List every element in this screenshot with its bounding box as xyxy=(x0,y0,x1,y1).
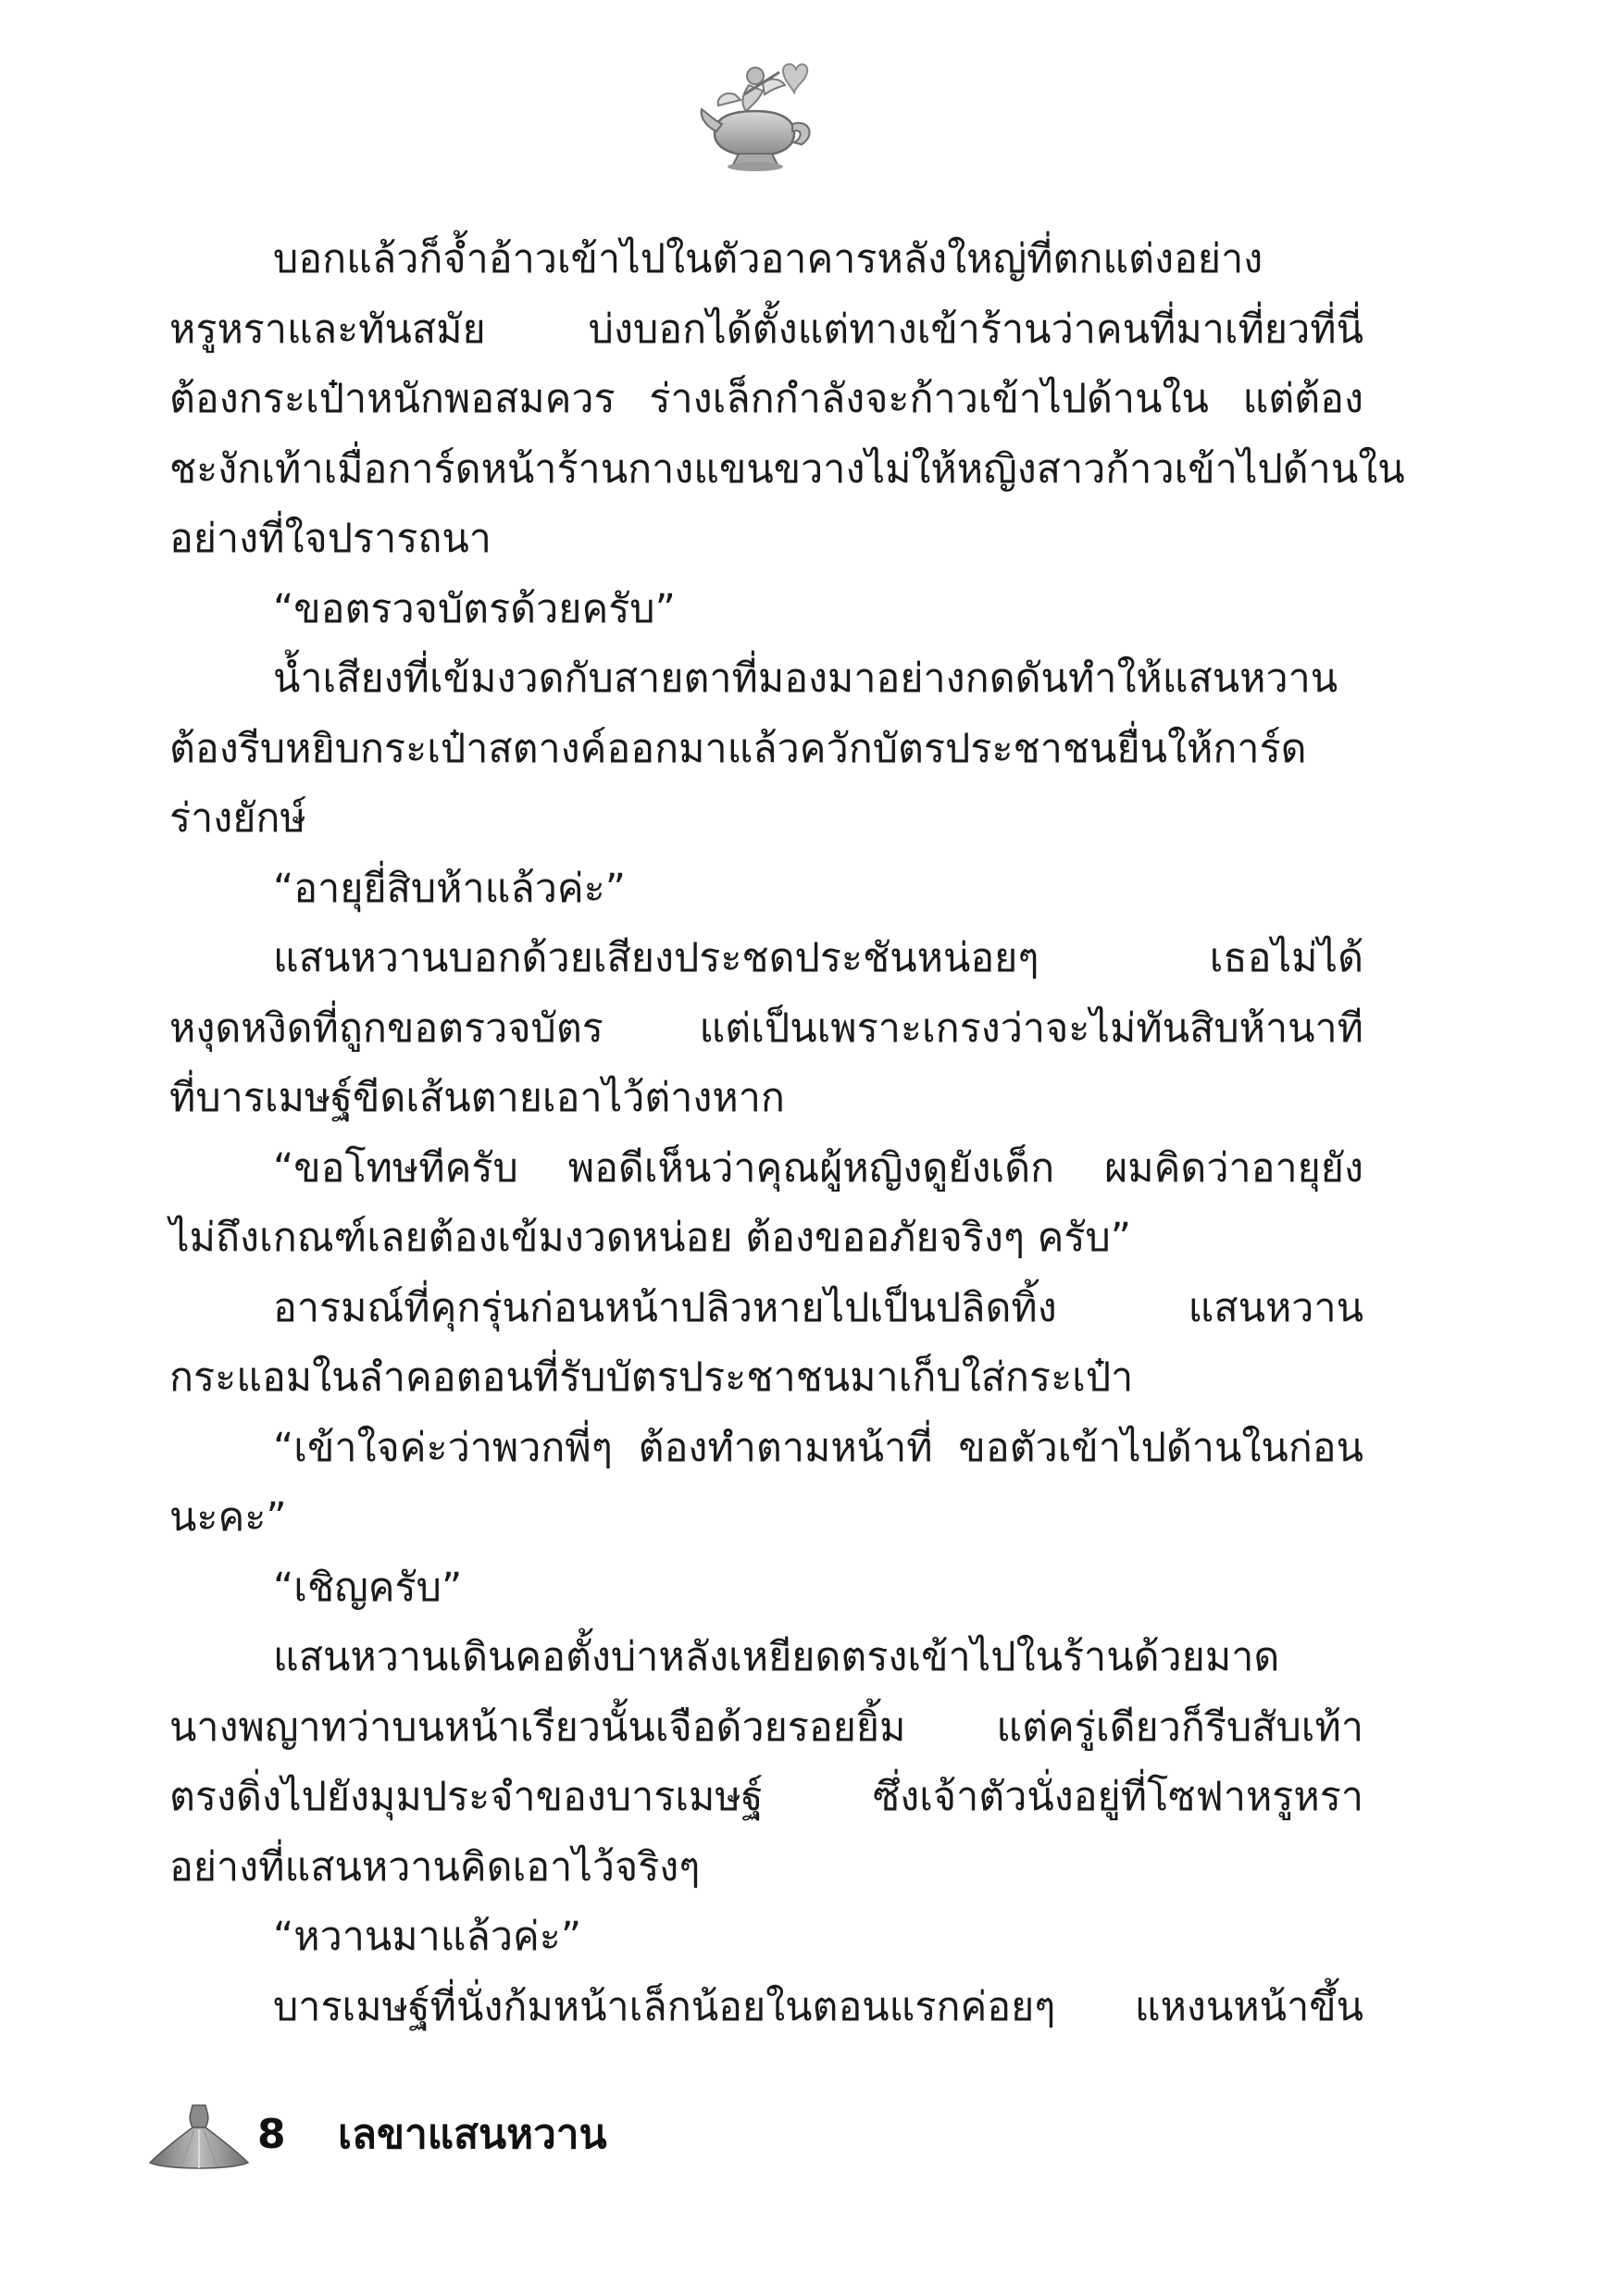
paragraph-line: น้ำเสียงที่เข้มงวดกับสายตาที่มองมาอย่างกดดันทำให้แสนหวาน xyxy=(273,655,1338,702)
paragraph-line: บารเมษฐ์ที่นั่งก้มหน้าเล็กน้อยในตอนแรกค่อยๆ แหงนหน้าขึ้น xyxy=(273,1983,1363,2030)
dialogue-line: นะคะ” xyxy=(169,1494,287,1541)
dialogue-line: “หวานมาแล้วค่ะ” xyxy=(273,1914,582,1960)
paragraph-line: ร่างยักษ์ xyxy=(169,795,306,842)
paragraph-line: อย่างที่ใจปรารถนา xyxy=(169,516,492,562)
paragraph-line: นางพญาทว่าบนหน้าเรียวนั้นเจือด้วยรอยยิ้ม แต่ครู่เดียวก็รีบสับเท้า xyxy=(169,1703,1363,1751)
paragraph-line: หงุดหงิดที่ถูกขอตรวจบัตร แต่เป็นเพราะเกรงว่าจะไม่ทันสิบห้านาที xyxy=(169,1004,1363,1052)
paragraph-line: ตรงดิ่งไปยังมุมประจำของบารเมษฐ์ ซึ่งเจ้าตัวนั่งอยู่ที่โซฟาหรูหรา xyxy=(169,1774,1363,1820)
paragraph-line: แสนหวานบอกด้วยเสียงประชดประชันหน่อยๆ เธอไม่ได้ xyxy=(273,935,1363,981)
dialogue-line: “เชิญครับ” xyxy=(273,1564,463,1611)
body-text xyxy=(169,225,1405,2042)
paragraph-line: ต้องกระเป๋าหนักพอสมควร ร่างเล็กกำลังจะก้าวเข้าไปด้านใน แต่ต้อง xyxy=(169,376,1363,422)
paragraph-line: แสนหวานเดินคอตั้งบ่าหลังเหยียดตรงเข้าไปในร้านด้วยมาด xyxy=(273,1634,1280,1680)
dialogue-line: “ขอตรวจบัตรด้วยครับ” xyxy=(273,585,676,632)
dialogue-line: “เข้าใจค่ะว่าพวกพี่ๆ ต้องทำตามหน้าที่ ขอตัวเข้าไปด้านในก่อน xyxy=(273,1424,1363,1471)
paragraph-line: กระแอมในลำคอตอนที่รับบัตรประชาชนมาเก็บใส่กระเป๋า xyxy=(169,1354,1134,1401)
paragraph-line: ต้องรีบหยิบกระเป๋าสตางค์ออกมาแล้วควักบัตรประชาชนยื่นให้การ์ด xyxy=(169,725,1307,772)
paragraph-line: ชะงักเท้าเมื่อการ์ดหน้าร้านกางแขนขวางไม่ให้หญิงสาวก้าวเข้าไปด้านใน xyxy=(169,445,1405,493)
paragraph-line: อารมณ์ที่คุกรุ่นก่อนหน้าปลิวหายไปเป็นปลิดทิ้ง แสนหวาน xyxy=(273,1284,1363,1331)
dialogue-line: “อายุยี่สิบห้าแล้วค่ะ” xyxy=(273,865,627,912)
teapot-cupid-ornament-icon xyxy=(698,57,818,173)
page-footer xyxy=(148,2102,796,2176)
paragraph-line: หรูหราและทันสมัย บ่งบอกได้ตั้งแต่ทางเข้าร้านว่าคนที่มาเที่ยวที่นี่ xyxy=(169,306,1363,353)
dialogue-line: “ขอโทษทีครับ พอดีเห็นว่าคุณผู้หญิงดูยังเด็ก ผมคิดว่าอายุยัง xyxy=(273,1144,1363,1192)
book-title: เลขาแสนหวาน xyxy=(338,2111,607,2158)
paragraph-line: บอกแล้วก็จ้ำอ้าวเข้าไปในตัวอาคารหลังใหญ่ที่ตกแต่งอย่าง xyxy=(273,236,1263,282)
dress-icon xyxy=(148,2102,250,2172)
paragraph-line: อย่างที่แสนหวานคิดเอาไว้จริงๆ xyxy=(169,1843,701,1890)
paragraph-line: ที่บารเมษฐ์ขีดเส้นตายเอาไว้ต่างหาก xyxy=(169,1075,785,1121)
dialogue-line: ไม่ถึงเกณฑ์เลยต้องเข้มงวดหน่อย ต้องขออภัยจริงๆ ครับ” xyxy=(169,1215,1132,1261)
page-number: 8 xyxy=(257,2111,286,2158)
